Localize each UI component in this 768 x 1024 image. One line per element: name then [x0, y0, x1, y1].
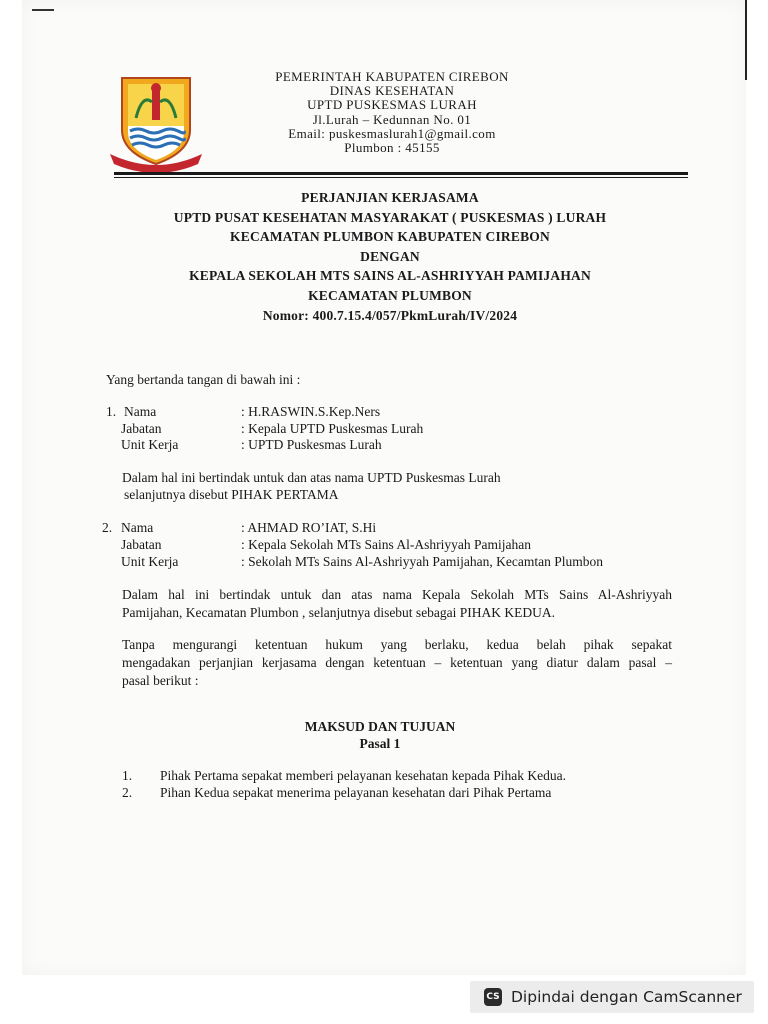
- party1-name-label: Nama: [124, 404, 157, 419]
- document-title: [120, 188, 660, 325]
- party1-position-label: Jabatan: [121, 421, 162, 436]
- title-line: PERJANJIAN KERJASAMA: [301, 190, 479, 205]
- party2-unit-label: Unit Kerja: [121, 554, 179, 569]
- party2-position-value: : Kepala Sekolah MTs Sains Al-Ashriyyah Pamijahan: [241, 537, 532, 552]
- agreement-line: pasal berikut :: [122, 673, 199, 688]
- letterhead-rule-thick: [114, 172, 688, 175]
- camscanner-icon: CS: [484, 988, 502, 1006]
- letterhead-address: Jl.Lurah – Kedunnan No. 01: [312, 111, 472, 127]
- scan-mark: [32, 9, 54, 11]
- party2-unit-value: : Sekolah MTs Sains Al-Ashriyyah Pamijahan, Kecamtan Plumbon: [241, 554, 604, 569]
- agreement-line: Tanpa mengurangi ketentuan hukum yang berlaku, kedua belah pihak sepakat: [122, 637, 672, 652]
- agreement-paragraph: [122, 636, 672, 690]
- camscanner-watermark: [470, 981, 754, 1013]
- party1-position-value: : Kepala UPTD Puskesmas Lurah: [241, 421, 424, 436]
- letterhead-agency: DINAS KESEHATAN: [329, 83, 455, 99]
- list-item: Pihan Kedua sepakat menerima pelayanan kesehatan dari Pihak Pertama: [160, 785, 552, 800]
- letterhead-postal: Plumbon : 45155: [344, 140, 440, 156]
- party2-position-label: Jabatan: [121, 537, 162, 552]
- title-line: KECAMATAN PLUMBON KABUPATEN CIREBON: [230, 229, 550, 245]
- letterhead-email: Email: puskesmaslurah1@gmail.com: [288, 125, 496, 141]
- title-line: KECAMATAN PLUMBON: [308, 287, 472, 303]
- letterhead-unit: UPTD PUSKESMAS LURAH: [307, 97, 477, 113]
- party2-number: 2.: [102, 520, 113, 535]
- list-item-number: 1.: [122, 768, 133, 783]
- party1-unit-label: Unit Kerja: [121, 437, 179, 452]
- intro-text: Yang bertanda tangan di bawah ini :: [106, 372, 301, 387]
- list-item-number: 2.: [122, 785, 133, 800]
- article-number: Pasal 1: [359, 736, 401, 751]
- party2-statement-line: Pamijahan, Kecamatan Plumbon , selanjutnya disebut sebagai PIHAK KEDUA.: [122, 605, 556, 620]
- document-number: Nomor: 400.7.15.4/057/PkmLurah/IV/2024: [262, 307, 518, 323]
- section-heading: MAKSUD DAN TUJUAN: [304, 719, 456, 734]
- party1-statement-line: selanjutnya disebut PIHAK PERTAMA: [124, 487, 339, 502]
- page-edge-line: [745, 0, 747, 80]
- camscanner-label: Dipindai dengan CamScanner: [511, 988, 742, 1006]
- title-line: KEPALA SEKOLAH MTS SAINS AL-ASHRIYYAH PAMIJAHAN: [189, 268, 591, 284]
- party1-number: 1.: [106, 404, 117, 419]
- party2-statement-line: Dalam hal ini bertindak untuk dan atas nama Kepala Sekolah MTs Sains Al-Ashriyyah: [122, 587, 672, 602]
- party2-name-label: Nama: [121, 520, 154, 535]
- list-item: Pihak Pertama sepakat memberi pelayanan kesehatan kepada Pihak Kedua.: [160, 768, 566, 783]
- party2-name-value: : AHMAD RO’IAT, S.Hi: [241, 520, 377, 535]
- party1-unit-value: : UPTD Puskesmas Lurah: [241, 437, 382, 452]
- party2-statement: [122, 586, 672, 622]
- party1-name-value: : H.RASWIN.S.Kep.Ners: [241, 404, 381, 419]
- title-line: UPTD PUSAT KESEHATAN MASYARAKAT ( PUSKESMAS ) LURAH: [173, 209, 607, 225]
- letterhead: [210, 70, 574, 155]
- party1-statement-line: Dalam hal ini bertindak untuk dan atas nama UPTD Puskesmas Lurah: [122, 470, 501, 485]
- letterhead-government: PEMERINTAH KABUPATEN CIREBON: [275, 69, 509, 84]
- title-line: DENGAN: [360, 248, 420, 264]
- letterhead-rule-thin: [114, 177, 688, 178]
- agreement-line: mengadakan perjanjian kerjasama dengan ketentuan – ketentuan yang diatur dalam pasal –: [122, 655, 672, 670]
- cirebon-regency-logo: [108, 68, 204, 172]
